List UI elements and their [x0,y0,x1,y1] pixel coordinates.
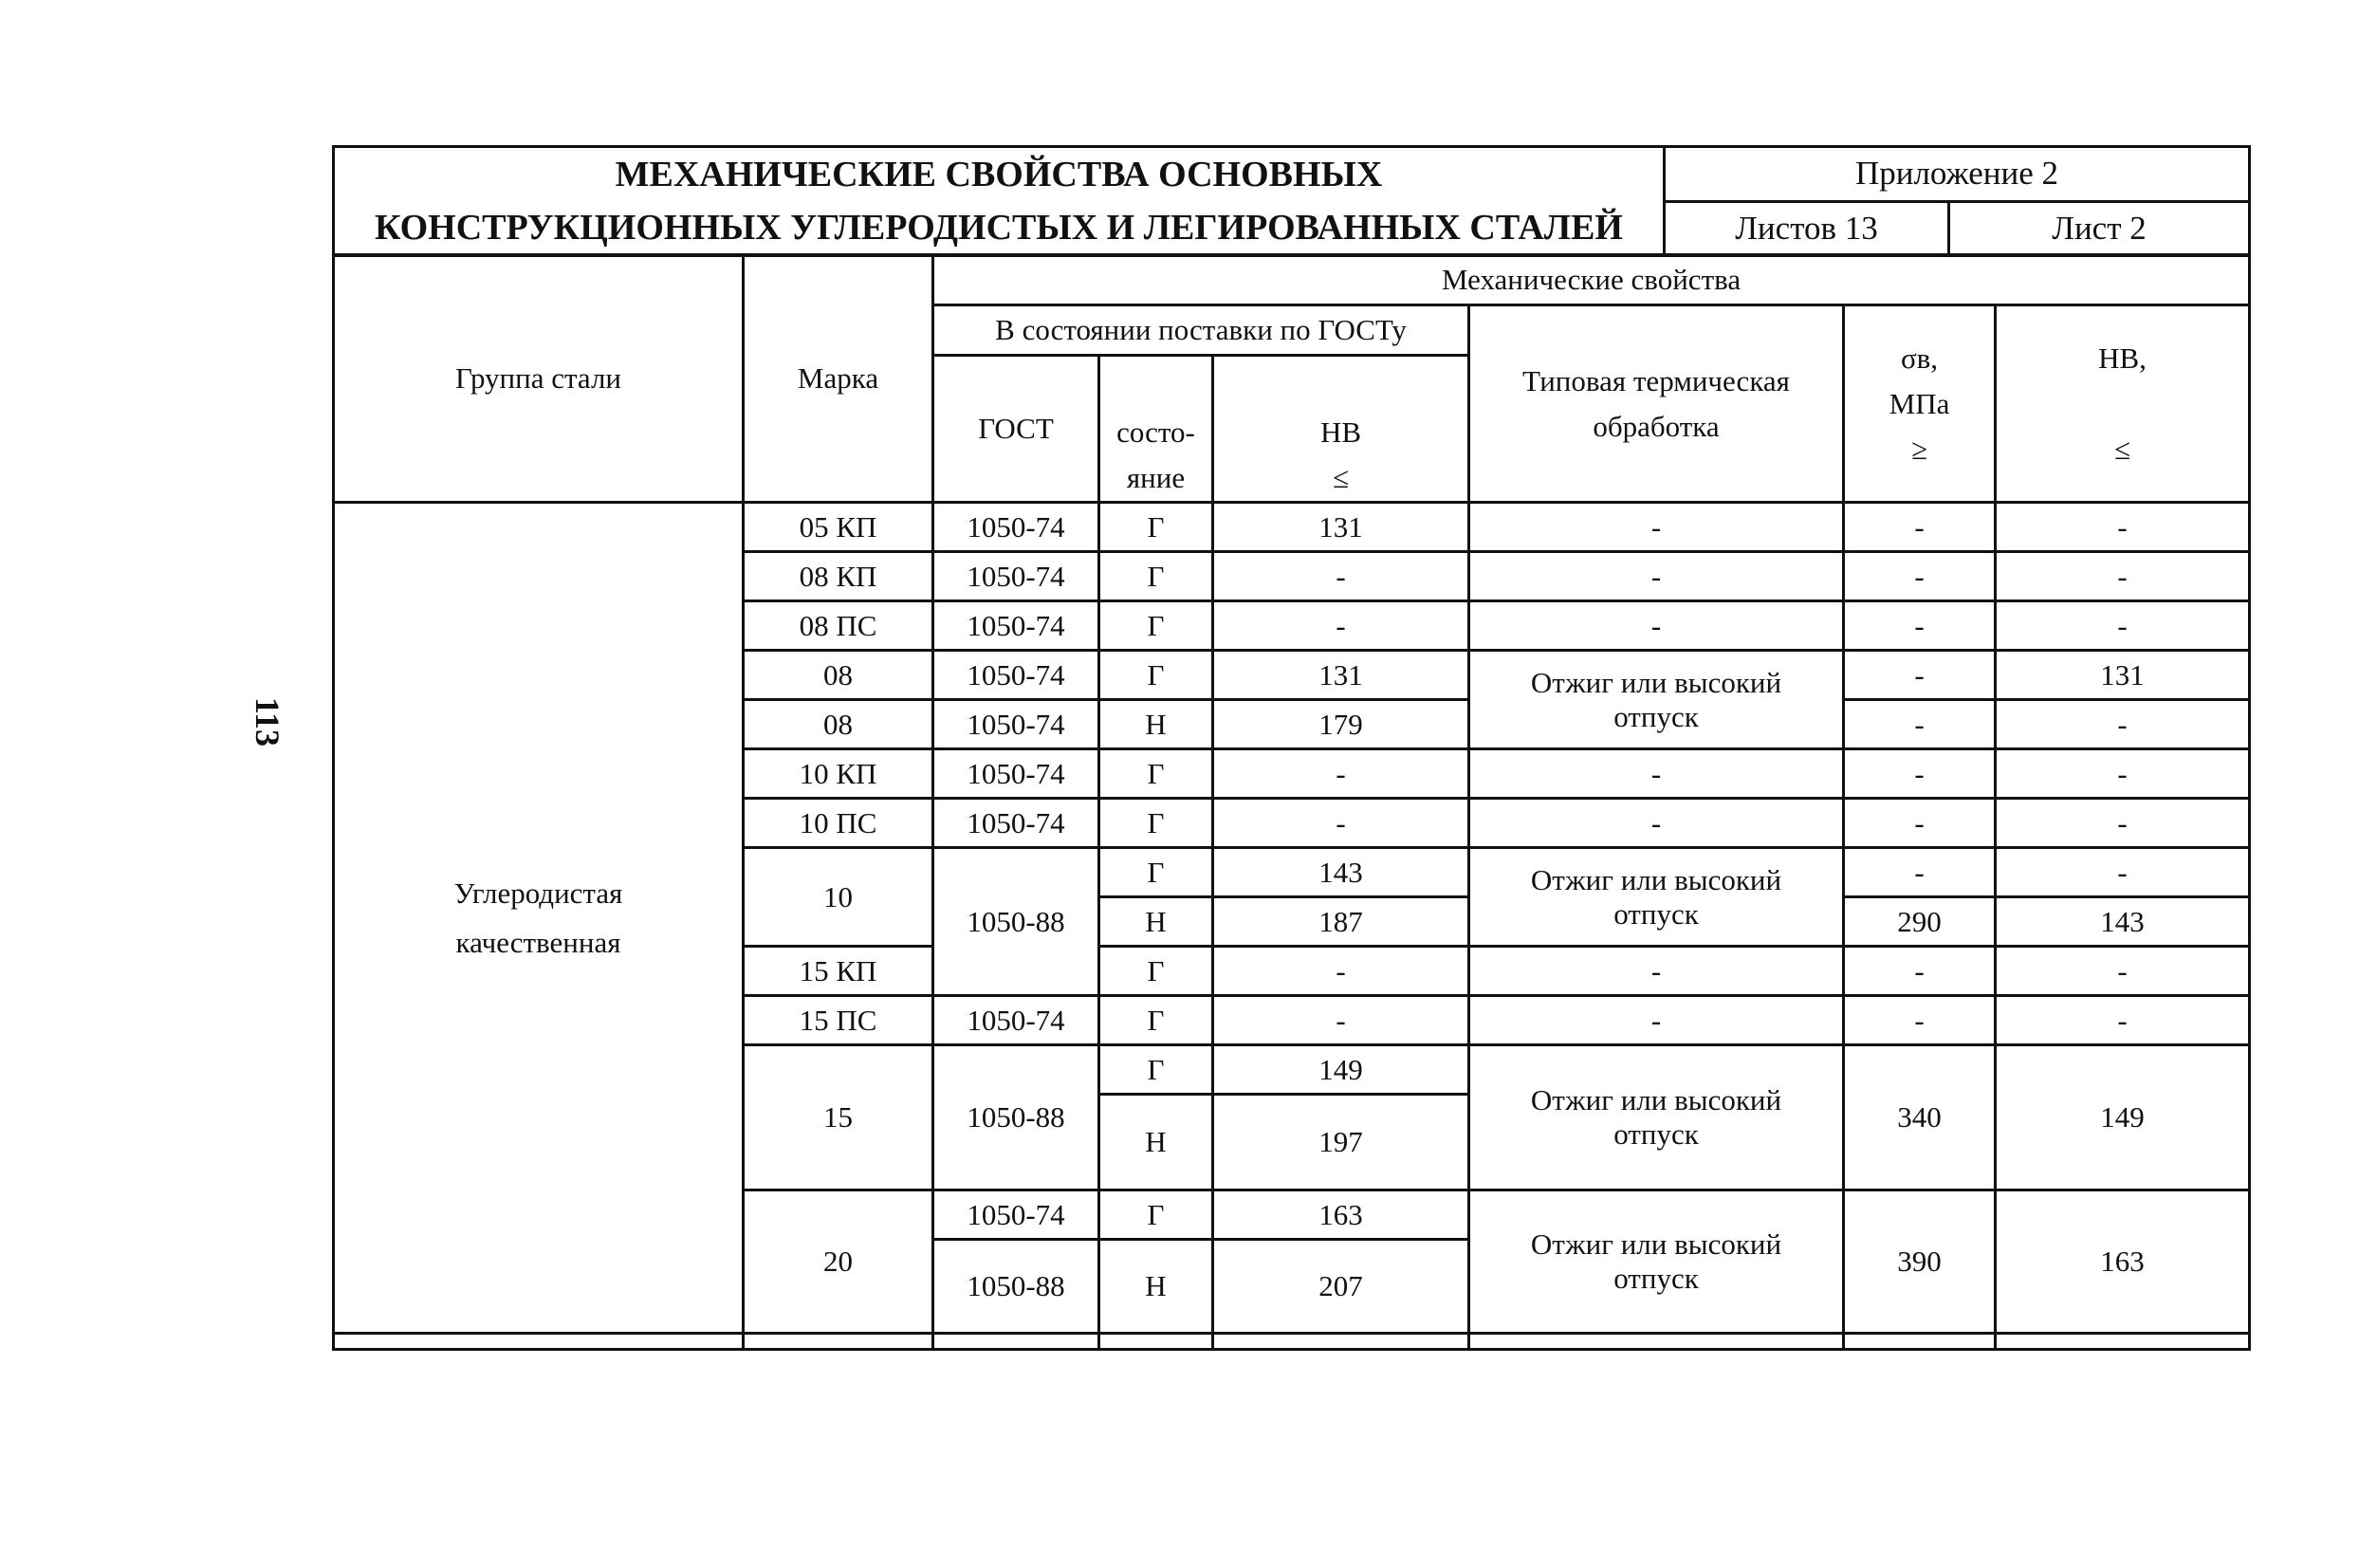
hb2-header-sign: ≤ [2114,432,2131,466]
treatment-line-1: Отжиг или высокий [1530,1083,1782,1116]
grade-cell: 15 ПС [744,996,933,1045]
hb-cell: - [1213,601,1469,651]
gost-cell: 1050-74 [933,552,1099,601]
col-hb-header [1213,356,1469,503]
sigma-cell: - [1844,700,1996,749]
hb-header-sign: ≤ [1332,461,1349,494]
treatment-line-2: отпуск [1613,896,1699,931]
group-name-line-2: качественная [455,925,621,959]
sheet-number: Лист 2 [1949,201,2250,256]
sigma-cell: - [1844,848,1996,897]
hb2-cell: - [1996,700,2250,749]
hb-cell: 131 [1213,503,1469,552]
gost-cell: 1050-74 [933,601,1099,651]
hb-cell: - [1213,799,1469,848]
treatment-cell: - [1469,503,1844,552]
treatment-cell [1469,1190,1844,1334]
sigma-cell: - [1844,503,1996,552]
hb2-cell: - [1996,848,2250,897]
gost-cell: 1050-88 [933,1240,1099,1334]
grade-cell: 08 [744,651,933,700]
grade-cell: 08 [744,700,933,749]
treatment-cell [1469,1045,1844,1190]
col-hb2-header [1996,305,2250,503]
sigma-cell: - [1844,651,1996,700]
col-treatment-header [1469,305,1844,503]
hb2-cell: 131 [1996,651,2250,700]
hb2-cell: 143 [1996,897,2250,947]
sigma-cell: - [1844,947,1996,996]
grade-cell: 15 [744,1045,933,1190]
table-continuation-edge [334,1334,2250,1350]
table-row [334,503,2250,552]
col-gost-header: ГОСТ [933,356,1099,503]
hb-cell: 179 [1213,700,1469,749]
sigma-cell: 290 [1844,897,1996,947]
hb-cell: - [1213,947,1469,996]
title-block [332,145,2251,257]
grade-cell: 20 [744,1190,933,1334]
hb2-cell: - [1996,996,2250,1045]
sigma-cell: - [1844,749,1996,799]
gost-cell: 1050-74 [933,503,1099,552]
state-cell: Г [1099,749,1213,799]
treatment-cell [1469,848,1844,947]
title-line-2: КОНСТРУКЦИОННЫХ УГЛЕРОДИСТЫХ И ЛЕГИРОВАННЫХ СТАЛЕЙ [375,208,1623,248]
treatment-line-2: отпуск [1613,1262,1699,1295]
treatment-cell: - [1469,601,1844,651]
grade-cell: 10 [744,848,933,947]
hb2-cell: - [1996,749,2250,799]
hb2-cell: - [1996,947,2250,996]
sigma-header-line-2: МПа [1889,386,1950,420]
treatment-cell: - [1469,947,1844,996]
treatment-line-2: отпуск [1613,699,1699,733]
grade-cell: 05 КП [744,503,933,552]
hb-cell: 143 [1213,848,1469,897]
treatment-line-1: Отжиг или высокий [1530,862,1782,896]
treatment-cell: - [1469,749,1844,799]
treatment-line-1: Отжиг или высокий [1530,665,1782,699]
sheets-total: Листов 13 [1665,201,1949,256]
hb2-cell: - [1996,601,2250,651]
treatment-cell: - [1469,552,1844,601]
state-cell: Н [1099,897,1213,947]
treatment-cell: - [1469,996,1844,1045]
gost-cell: 1050-88 [933,848,1099,996]
hb-header-line-1: HB [1319,415,1362,449]
treatment-cell: - [1469,799,1844,848]
state-cell: Г [1099,1190,1213,1240]
state-cell: Г [1099,601,1213,651]
treatment-line-1: Отжиг или высокий [1530,1227,1782,1261]
gost-cell: 1050-74 [933,1190,1099,1240]
grade-cell: 08 КП [744,552,933,601]
gost-cell: 1050-74 [933,799,1099,848]
state-cell: Г [1099,848,1213,897]
hb2-cell: - [1996,799,2250,848]
state-header-line-1: состо- [1116,415,1195,449]
hb-cell: 207 [1213,1240,1469,1334]
hb2-cell: - [1996,503,2250,552]
appendix-label: Приложение 2 [1665,147,2250,202]
col-state-header [1099,356,1213,503]
state-cell: Г [1099,1045,1213,1095]
state-cell: Г [1099,947,1213,996]
gost-cell: 1050-74 [933,700,1099,749]
treatment-header-line-2: обработка [1593,409,1720,443]
hb-cell: - [1213,749,1469,799]
hb-cell: 197 [1213,1095,1469,1190]
sigma-cell: - [1844,552,1996,601]
grade-cell: 10 КП [744,749,933,799]
gost-cell: 1050-74 [933,749,1099,799]
col-delivery-header: В состоянии поставки по ГОСТу [933,305,1469,356]
properties-table [332,253,2251,1351]
page-number: 113 [249,697,286,747]
state-cell: Г [1099,552,1213,601]
state-cell: Г [1099,799,1213,848]
treatment-cell [1469,651,1844,749]
document-title [334,147,1665,256]
group-name-line-1: Углеродистая [453,876,623,910]
sigma-cell: - [1844,996,1996,1045]
state-cell: Н [1099,1095,1213,1190]
sigma-header-line-1: σв, [1900,341,1939,375]
state-cell: Г [1099,996,1213,1045]
sigma-cell: - [1844,601,1996,651]
hb2-cell: 149 [1996,1045,2250,1190]
col-group-header: Группа стали [334,255,744,503]
sigma-header-sign: ≥ [1910,432,1927,466]
sigma-cell: 340 [1844,1045,1996,1190]
state-cell: Н [1099,700,1213,749]
state-cell: Н [1099,1240,1213,1334]
col-mech-props-header: Механические свойства [933,255,2250,305]
state-cell: Г [1099,503,1213,552]
hb2-cell: - [1996,552,2250,601]
group-cell [334,503,744,1334]
hb-cell: 187 [1213,897,1469,947]
grade-cell: 08 ПС [744,601,933,651]
hb-cell: - [1213,552,1469,601]
grade-cell: 10 ПС [744,799,933,848]
treatment-header-line-1: Типовая термическая [1522,363,1790,397]
hb-cell: - [1213,996,1469,1045]
state-cell: Г [1099,651,1213,700]
treatment-line-2: отпуск [1613,1117,1699,1151]
gost-cell: 1050-74 [933,996,1099,1045]
sigma-cell: - [1844,799,1996,848]
gost-cell: 1050-88 [933,1045,1099,1190]
gost-cell: 1050-74 [933,651,1099,700]
hb-cell: 149 [1213,1045,1469,1095]
grade-cell: 15 КП [744,947,933,996]
hb2-header-line-1: HB, [2098,341,2147,375]
col-grade-header: Марка [744,255,933,503]
hb-cell: 163 [1213,1190,1469,1240]
hb2-cell: 163 [1996,1190,2250,1334]
title-line-1: МЕХАНИЧЕСКИЕ СВОЙСТВА ОСНОВНЫХ [615,155,1383,194]
hb-cell: 131 [1213,651,1469,700]
sigma-cell: 390 [1844,1190,1996,1334]
col-sigma-header [1844,305,1996,503]
state-header-line-2: яние [1126,461,1186,494]
